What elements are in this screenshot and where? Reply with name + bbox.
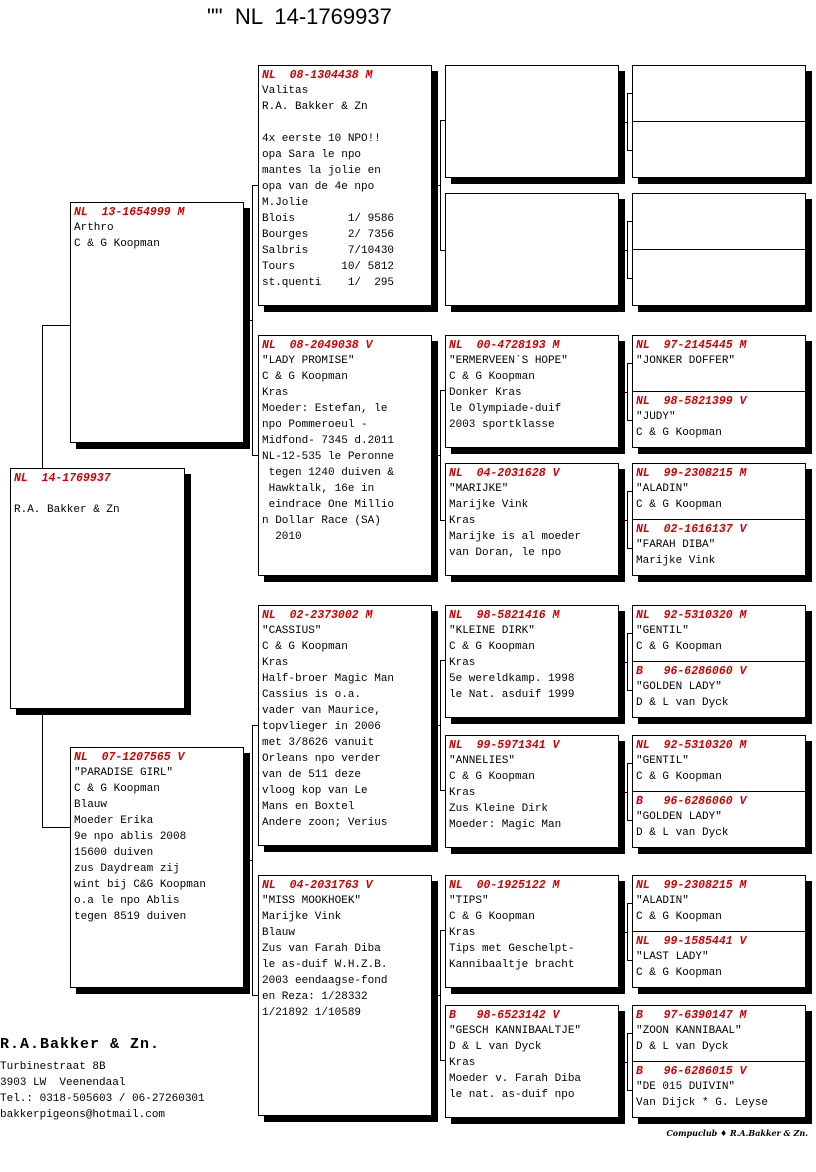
pigeon-info-line: Blauw <box>74 799 108 811</box>
pigeon-info-line: NL-12-535 le Peronne <box>262 451 395 463</box>
pigeon-info-line: "LAST LADY" <box>636 951 709 963</box>
connector-line <box>440 660 441 791</box>
ring-number: NL 02-2373002 M <box>262 609 373 622</box>
connector-line <box>619 662 627 663</box>
pigeon-card-ddsd[interactable] <box>632 931 806 988</box>
pigeon-info-line: Moeder v. Farah Diba <box>449 1073 582 1085</box>
connector-line <box>243 860 252 861</box>
pigeon-card-dds[interactable] <box>445 875 619 988</box>
pigeon-info-line: "GOLDEN LADY" <box>636 811 722 823</box>
connector-line <box>440 390 441 521</box>
pigeon-info-line: tegen 8519 duiven <box>74 911 187 923</box>
pigeon-info-line: Tours 10/ 5812 <box>262 261 395 273</box>
breeder-name: R.A.Bakker & Zn. <box>0 1036 161 1053</box>
pigeon-card-sire[interactable] <box>70 202 244 443</box>
pigeon-card-sds[interactable] <box>445 335 619 448</box>
pigeon-card-dddd[interactable] <box>632 1061 806 1118</box>
pigeon-info-line: Cassius is o.a. <box>262 689 362 701</box>
connector-line <box>252 185 253 456</box>
connector-line <box>432 725 440 726</box>
pigeon-info-line: Marijke Vink <box>449 499 529 511</box>
connector-line <box>42 827 70 828</box>
pigeon-info-line: "MARIJKE" <box>449 483 509 495</box>
pigeon-card-dssd[interactable] <box>632 661 806 718</box>
ring-number: B 97-6390147 M <box>636 1009 747 1022</box>
pigeon-info-line: Kras <box>449 927 476 939</box>
pigeon-info-line: Mans en Boxtel <box>262 801 355 813</box>
connector-line <box>627 221 628 279</box>
pigeon-info-line: C & G Koopman <box>636 771 722 783</box>
pigeon-info-line: "GENTIL" <box>636 625 689 637</box>
pigeon-info-line: C & G Koopman <box>636 967 722 979</box>
ring-number: NL 99-2308215 M <box>636 467 747 480</box>
connector-line <box>627 93 628 151</box>
pigeon-info-line: eindrace One Millio <box>262 499 395 511</box>
pigeon-info-line: opa van de 4e npo <box>262 181 375 193</box>
pigeon-info-line: tegen 1240 duiven & <box>262 467 395 479</box>
pigeon-info-line: Donker Kras <box>449 387 522 399</box>
pigeon-card-sdd[interactable] <box>445 463 619 576</box>
connector-line <box>432 185 440 186</box>
pigeon-info-line: Kras <box>449 515 476 527</box>
ring-number: NL 04-2031628 V <box>449 467 560 480</box>
breeder-email[interactable]: bakkerpigeons@hotmail.com <box>0 1109 166 1121</box>
pigeon-info-line: Zus van Farah Diba <box>262 943 381 955</box>
pigeon-info-line: 4x eerste 10 NPO!! <box>262 133 381 145</box>
pigeon-card-dam[interactable] <box>70 747 244 988</box>
ring-number: B 96-6286060 V <box>636 795 747 808</box>
pigeon-card-ddss[interactable] <box>632 875 806 932</box>
pigeon-info-line <box>262 115 428 131</box>
pigeon-info-line: Marijke Vink <box>262 911 342 923</box>
pigeon-info-line: van Doran, le npo <box>449 547 562 559</box>
pigeon-card-ds[interactable] <box>258 605 432 846</box>
pigeon-card-sss[interactable] <box>445 65 619 178</box>
connector-line <box>42 325 70 326</box>
pigeon-info-line: "GOLDEN LADY" <box>636 681 722 693</box>
pigeon-info-line: "MISS MOOKHOEK" <box>262 895 362 907</box>
pigeon-card-dss[interactable] <box>445 605 619 718</box>
connector-line <box>619 392 627 393</box>
pigeon-card-dd[interactable] <box>258 875 432 1116</box>
pigeon-info-line: D & L van Dyck <box>636 697 729 709</box>
pigeon-info-line: Marijke Vink <box>636 555 716 567</box>
pigeon-info-line: en Reza: 1/28332 <box>262 991 368 1003</box>
connector-line <box>440 930 441 1061</box>
pigeon-info-line: Moeder: Estefan, le <box>262 403 388 415</box>
pigeon-info-line: opa Sara le npo <box>262 149 362 161</box>
pigeon-info-line: Zus Kleine Dirk <box>449 803 549 815</box>
ring-number: NL 99-2308215 M <box>636 879 747 892</box>
pigeon-info-line: Moeder: Magic Man <box>449 819 562 831</box>
pigeon-card-ssss[interactable] <box>632 65 806 122</box>
ring-number: NL 98-5821416 M <box>449 609 560 622</box>
ring-number: NL 00-1925122 M <box>449 879 560 892</box>
pigeon-info-line: wint bij C&G Koopman <box>74 879 207 891</box>
pigeon-info-line: D & L van Dyck <box>636 1041 729 1053</box>
pigeon-info-line: Kannibaaltje bracht <box>449 959 575 971</box>
pigeon-info-line: C & G Koopman <box>262 641 348 653</box>
connector-line <box>432 995 440 996</box>
pigeon-info-line: 2003 sportklasse <box>449 419 555 431</box>
ring-number: B 96-6286060 V <box>636 665 747 678</box>
pigeon-info-line: mantes la jolie en <box>262 165 381 177</box>
pigeon-info-line: "LADY PROMISE" <box>262 355 355 367</box>
connector-line <box>619 792 627 793</box>
pigeon-info-line: Blauw <box>262 927 296 939</box>
breeder-address: Turbinestraat 8B <box>0 1061 106 1073</box>
connector-line <box>619 932 627 933</box>
pigeon-card-ddd[interactable] <box>445 1005 619 1118</box>
pigeon-info-line: "PARADISE GIRL" <box>74 767 174 779</box>
pigeon-info-line: D & L van Dyck <box>449 1041 542 1053</box>
pigeon-info-line: "JONKER DOFFER" <box>636 355 736 367</box>
pigeon-card-sdsd[interactable] <box>632 391 806 448</box>
ring-number: NL 14-1769937 <box>14 472 111 485</box>
pigeon-info-line: 9e npo ablis 2008 <box>74 831 187 843</box>
pigeon-info-line: C & G Koopman <box>74 783 160 795</box>
ring-number: NL 07-1207565 V <box>74 751 185 764</box>
ring-number: NL 08-2049038 V <box>262 339 373 352</box>
pigeon-info-line: "ALADIN" <box>636 895 689 907</box>
pigeon-info-line: C & G Koopman <box>74 238 160 250</box>
pigeon-info-line: Van Dijck * G. Leyse <box>636 1097 769 1109</box>
pigeon-info-line: C & G Koopman <box>636 911 722 923</box>
connector-line <box>619 122 627 123</box>
pigeon-card-sddd[interactable] <box>632 519 806 576</box>
connector-line <box>627 903 628 961</box>
pigeon-info-line: Orleans npo verder <box>262 753 381 765</box>
ring-number: NL 97-2145445 M <box>636 339 747 352</box>
pigeon-info-line: "GESCH KANNIBAALTJE" <box>449 1025 582 1037</box>
pigeon-info-line: Marijke is al moeder <box>449 531 582 543</box>
software-credit: Compuclub ♦ R.A.Bakker & Zn. <box>666 1128 808 1138</box>
pigeon-info-line: le Olympiade-duif <box>449 403 562 415</box>
pigeon-info-line: le nat. as-duif npo <box>449 1089 575 1101</box>
connector-line <box>627 633 628 691</box>
pigeon-info-line: Hawktalk, 16e in <box>262 483 375 495</box>
ring-number: NL 02-1616137 V <box>636 523 747 536</box>
pigeon-info-line: n Dollar Race (SA) <box>262 515 381 527</box>
pigeon-info-line: van de 511 deze <box>262 769 362 781</box>
pigeon-info-line: "KLEINE DIRK" <box>449 625 535 637</box>
pigeon-info-line: npo Pommeroeul - <box>262 419 368 431</box>
connector-line <box>432 455 440 456</box>
pigeon-info-line: Valitas <box>262 85 309 97</box>
pigeon-info-line: Tips met Geschelpt- <box>449 943 575 955</box>
breeder-city: 3903 LW Veenendaal <box>0 1077 126 1089</box>
ring-number: B 98-6523142 V <box>449 1009 560 1022</box>
pigeon-info-line: "GENTIL" <box>636 755 689 767</box>
pigeon-card-ssds[interactable] <box>632 193 806 250</box>
connector-line <box>627 1033 628 1091</box>
pigeon-info-line: "ANNELIES" <box>449 755 516 767</box>
pigeon-card-sd[interactable] <box>258 335 432 576</box>
pigeon-info-line: Moeder Erika <box>74 815 154 827</box>
pigeon-info-line: M.Jolie <box>262 197 309 209</box>
pigeon-info-line: st.quenti 1/ 295 <box>262 277 395 289</box>
pigeon-info-line: R.A. Bakker & Zn <box>262 101 368 113</box>
ring-number: NL 92-5310320 M <box>636 609 747 622</box>
pigeon-info-line: "TIPS" <box>449 895 489 907</box>
ring-number: NL 04-2031763 V <box>262 879 373 892</box>
pigeon-info-line: 2003 eendaagse-fond <box>262 975 388 987</box>
pigeon-info-line: C & G Koopman <box>449 641 535 653</box>
pigeon-info-line: 5e wereldkamp. 1998 <box>449 673 575 685</box>
pigeon-info-line: "FARAH DIBA" <box>636 539 716 551</box>
pigeon-info-line: Kras <box>262 657 289 669</box>
pigeon-info-line: o.a le npo Ablis <box>74 895 180 907</box>
ring-number: NL 08-1304438 M <box>262 69 373 82</box>
breeder-phone: Tel.: 0318-505603 / 06-27260301 <box>0 1093 205 1105</box>
ring-number: NL 98-5821399 V <box>636 395 747 408</box>
pigeon-info-line: met 3/8626 vanuit <box>262 737 375 749</box>
pigeon-info-line: vader van Maurice, <box>262 705 381 717</box>
pigeon-info-line: vloog kop van Le <box>262 785 368 797</box>
ring-number: NL 13-1654999 M <box>74 206 185 219</box>
pigeon-info-line: C & G Koopman <box>262 371 348 383</box>
pigeon-card-ss[interactable] <box>258 65 432 306</box>
pigeon-card-sdss[interactable] <box>632 335 806 392</box>
pigeon-info-line: Kras <box>449 657 476 669</box>
pigeon-info-line: Salbris 7/10430 <box>262 245 395 257</box>
pigeon-info-line: C & G Koopman <box>636 499 722 511</box>
pigeon-info-line: D & L van Dyck <box>636 827 729 839</box>
connector-line <box>619 1062 627 1063</box>
pigeon-info-line: topvlieger in 2006 <box>262 721 381 733</box>
pigeon-card-subject[interactable] <box>10 468 185 709</box>
pigeon-card-sdds[interactable] <box>632 463 806 520</box>
pigeon-card-dsd[interactable] <box>445 735 619 848</box>
pigeon-info-line: C & G Koopman <box>636 641 722 653</box>
pigeon-info-line: "JUDY" <box>636 411 676 423</box>
connector-line <box>627 763 628 821</box>
pigeon-info-line: 2010 <box>262 531 302 543</box>
pigeon-info-line: "ALADIN" <box>636 483 689 495</box>
pigeon-info-line <box>14 486 181 502</box>
connector-line <box>619 250 627 251</box>
pigeon-info-line: "CASSIUS" <box>262 625 322 637</box>
pigeon-info-line: R.A. Bakker & Zn <box>14 504 120 516</box>
pigeon-info-line: Bourges 2/ 7356 <box>262 229 395 241</box>
connector-line <box>627 363 628 421</box>
connector-line <box>252 725 253 996</box>
pigeon-info-line: Andere zoon; Verius <box>262 817 388 829</box>
pigeon-card-ssdd[interactable] <box>632 249 806 306</box>
pigeon-info-line: C & G Koopman <box>636 427 722 439</box>
pigeon-info-line: "DE 015 DUIVIN" <box>636 1081 736 1093</box>
connector-line <box>243 320 252 321</box>
connector-line <box>619 520 627 521</box>
pigeon-info-line: zus Daydream zij <box>74 863 180 875</box>
pigeon-info-line: "ERMERVEEN`S HOPE" <box>449 355 568 367</box>
pigeon-info-line: Arthro <box>74 222 114 234</box>
breeder-contact <box>0 1036 205 1123</box>
pigeon-info-line: Kras <box>262 387 289 399</box>
ring-number: NL 92-5310320 M <box>636 739 747 752</box>
ring-number: NL 99-1585441 V <box>636 935 747 948</box>
ring-number: NL 99-5971341 V <box>449 739 560 752</box>
pigeon-info-line: C & G Koopman <box>449 911 535 923</box>
ring-number: B 96-6286015 V <box>636 1065 747 1078</box>
pigeon-card-ssd[interactable] <box>445 193 619 306</box>
pigeon-card-dsss[interactable] <box>632 605 806 662</box>
pigeon-info-line: 15600 duiven <box>74 847 154 859</box>
pigeon-info-line: Kras <box>449 787 476 799</box>
pigeon-info-line: Half-broer Magic Man <box>262 673 395 685</box>
pigeon-info-line: Midfond- 7345 d.2011 <box>262 435 395 447</box>
pigeon-info-line: 1/21892 1/10589 <box>262 1007 362 1019</box>
pigeon-info-line: Kras <box>449 1057 476 1069</box>
pigeon-info-line: "ZOON KANNIBAAL" <box>636 1025 742 1037</box>
page-title: "" NL 14-1769937 <box>207 4 392 29</box>
pigeon-info-line: C & G Koopman <box>449 371 535 383</box>
pigeon-card-sssd[interactable] <box>632 121 806 178</box>
pigeon-info-line: C & G Koopman <box>449 771 535 783</box>
pigeon-info-line: Blois 1/ 9586 <box>262 213 395 225</box>
pigeon-card-dsdd[interactable] <box>632 791 806 848</box>
pigeon-info-line: le as-duif W.H.Z.B. <box>262 959 388 971</box>
ring-number: NL 00-4728193 M <box>449 339 560 352</box>
connector-line <box>440 120 441 251</box>
pigeon-info-line: le Nat. asduif 1999 <box>449 689 575 701</box>
connector-line <box>627 491 628 549</box>
pigeon-card-ddds[interactable] <box>632 1005 806 1062</box>
pigeon-card-dsds[interactable] <box>632 735 806 792</box>
